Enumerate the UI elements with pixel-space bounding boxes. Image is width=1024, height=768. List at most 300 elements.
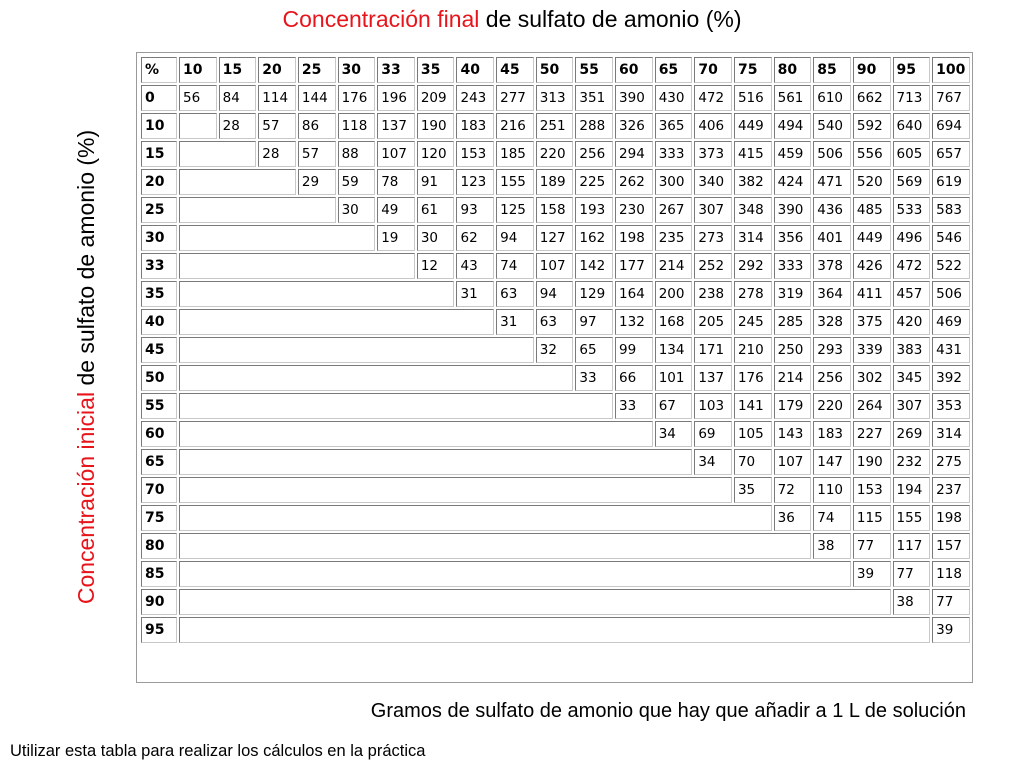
column-header: 60 — [615, 57, 653, 83]
table-cell: 694 — [932, 113, 970, 139]
table-cell: 469 — [932, 309, 970, 335]
table-cell: 220 — [536, 141, 574, 167]
table-row — [141, 253, 970, 279]
table-cell: 516 — [734, 85, 772, 111]
table-cell: 194 — [893, 477, 931, 503]
row-header: 40 — [141, 309, 177, 335]
table-cell: 74 — [813, 505, 851, 531]
table-cell: 610 — [813, 85, 851, 111]
column-header: 80 — [774, 57, 812, 83]
table-cell: 63 — [536, 309, 574, 335]
blank-cell — [179, 393, 613, 419]
table-row — [141, 113, 970, 139]
table-cell: 158 — [536, 197, 574, 223]
row-header: 30 — [141, 225, 177, 251]
table-cell: 243 — [456, 85, 494, 111]
table-cell: 144 — [298, 85, 336, 111]
table-cell: 373 — [694, 141, 732, 167]
row-header: 70 — [141, 477, 177, 503]
table-cell: 36 — [774, 505, 812, 531]
row-header: 45 — [141, 337, 177, 363]
table-cell: 77 — [893, 561, 931, 587]
table-cell: 120 — [417, 141, 455, 167]
table-cell: 189 — [536, 169, 574, 195]
table-cell: 57 — [258, 113, 296, 139]
table-cell: 426 — [853, 253, 891, 279]
table-cell: 365 — [655, 113, 693, 139]
table-cell: 142 — [575, 253, 613, 279]
table-cell: 288 — [575, 113, 613, 139]
table-cell: 569 — [893, 169, 931, 195]
blank-cell — [179, 141, 256, 167]
table-cell: 449 — [734, 113, 772, 139]
table-cell: 28 — [219, 113, 257, 139]
row-header: 25 — [141, 197, 177, 223]
row-axis-title-rest: de sulfato de amonio (%) — [73, 129, 99, 392]
table-cell: 155 — [893, 505, 931, 531]
blank-cell — [179, 505, 772, 531]
table-cell: 459 — [774, 141, 812, 167]
table-cell: 34 — [655, 421, 693, 447]
table-cell: 662 — [853, 85, 891, 111]
column-header: 95 — [893, 57, 931, 83]
column-header: 50 — [536, 57, 574, 83]
column-header: 15 — [219, 57, 257, 83]
row-header: 90 — [141, 589, 177, 615]
table-cell: 57 — [298, 141, 336, 167]
table-cell: 546 — [932, 225, 970, 251]
table-cell: 457 — [893, 281, 931, 307]
title-rest: de sulfato de amonio (%) — [479, 6, 742, 32]
table-cell: 561 — [774, 85, 812, 111]
table-cell: 449 — [853, 225, 891, 251]
column-header: 100 — [932, 57, 970, 83]
blank-cell — [179, 561, 851, 587]
table-cell: 56 — [179, 85, 217, 111]
table-cell: 176 — [734, 365, 772, 391]
table-cell: 245 — [734, 309, 772, 335]
table-cell: 345 — [893, 365, 931, 391]
table-cell: 209 — [417, 85, 455, 111]
table-row — [141, 365, 970, 391]
table-cell: 424 — [774, 169, 812, 195]
table-cell: 522 — [932, 253, 970, 279]
table-cell: 605 — [893, 141, 931, 167]
table-cell: 496 — [893, 225, 931, 251]
table-cell: 193 — [575, 197, 613, 223]
column-header: 30 — [338, 57, 376, 83]
table-cell: 415 — [734, 141, 772, 167]
blank-cell — [179, 421, 653, 447]
blank-cell — [179, 253, 415, 279]
table-cell: 137 — [694, 365, 732, 391]
blank-cell — [179, 533, 811, 559]
table-row — [141, 561, 970, 587]
column-header: 90 — [853, 57, 891, 83]
row-header: 20 — [141, 169, 177, 195]
table-cell: 62 — [456, 225, 494, 251]
column-header: 20 — [258, 57, 296, 83]
table-cell: 494 — [774, 113, 812, 139]
table-row — [141, 169, 970, 195]
table-cell: 155 — [496, 169, 534, 195]
column-header: 55 — [575, 57, 613, 83]
table-cell: 430 — [655, 85, 693, 111]
blank-cell — [179, 589, 891, 615]
table-cell: 134 — [655, 337, 693, 363]
table-cell: 307 — [694, 197, 732, 223]
table-row — [141, 85, 970, 111]
table-cell: 556 — [853, 141, 891, 167]
table-cell: 97 — [575, 309, 613, 335]
table-row — [141, 225, 970, 251]
table-cell: 69 — [694, 421, 732, 447]
table-cell: 107 — [774, 449, 812, 475]
table-cell: 300 — [655, 169, 693, 195]
table-cell: 147 — [813, 449, 851, 475]
table-cell: 72 — [774, 477, 812, 503]
column-header: 75 — [734, 57, 772, 83]
table-cell: 411 — [853, 281, 891, 307]
column-header: 45 — [496, 57, 534, 83]
table-frame — [136, 52, 973, 683]
table-cell: 401 — [813, 225, 851, 251]
table-cell: 200 — [655, 281, 693, 307]
table-cell: 216 — [496, 113, 534, 139]
table-cell: 269 — [893, 421, 931, 447]
table-cell: 105 — [734, 421, 772, 447]
table-cell: 378 — [813, 253, 851, 279]
table-cell: 88 — [338, 141, 376, 167]
table-row — [141, 337, 970, 363]
column-header: 65 — [655, 57, 693, 83]
table-cell: 250 — [774, 337, 812, 363]
column-header: 40 — [456, 57, 494, 83]
table-row — [141, 617, 970, 643]
table-cell: 30 — [417, 225, 455, 251]
table-cell: 125 — [496, 197, 534, 223]
table-cell: 77 — [932, 589, 970, 615]
table-cell: 162 — [575, 225, 613, 251]
table-cell: 506 — [813, 141, 851, 167]
table-cell: 77 — [853, 533, 891, 559]
table-cell: 65 — [575, 337, 613, 363]
table-cell: 333 — [774, 253, 812, 279]
table-cell: 328 — [813, 309, 851, 335]
table-cell: 19 — [377, 225, 415, 251]
table-cell: 107 — [536, 253, 574, 279]
blank-cell — [179, 281, 454, 307]
table-cell: 153 — [853, 477, 891, 503]
column-header: 33 — [377, 57, 415, 83]
table-cell: 472 — [694, 85, 732, 111]
ammonium-sulfate-table — [139, 55, 972, 645]
table-cell: 238 — [694, 281, 732, 307]
table-cell: 33 — [615, 393, 653, 419]
table-cell: 38 — [893, 589, 931, 615]
column-header: 70 — [694, 57, 732, 83]
table-cell: 183 — [813, 421, 851, 447]
table-row — [141, 421, 970, 447]
blank-cell — [179, 617, 930, 643]
table-cell: 70 — [734, 449, 772, 475]
row-header: 55 — [141, 393, 177, 419]
table-cell: 39 — [853, 561, 891, 587]
table-cell: 277 — [496, 85, 534, 111]
table-cell: 506 — [932, 281, 970, 307]
table-cell: 153 — [456, 141, 494, 167]
table-cell: 168 — [655, 309, 693, 335]
table-cell: 132 — [615, 309, 653, 335]
table-cell: 103 — [694, 393, 732, 419]
table-cell: 177 — [615, 253, 653, 279]
table-cell: 420 — [893, 309, 931, 335]
blank-cell — [179, 337, 534, 363]
table-row — [141, 589, 970, 615]
table-row — [141, 393, 970, 419]
table-cell: 220 — [813, 393, 851, 419]
table-cell: 237 — [932, 477, 970, 503]
table-cell: 157 — [932, 533, 970, 559]
row-header: 95 — [141, 617, 177, 643]
row-header: 15 — [141, 141, 177, 167]
table-cell: 273 — [694, 225, 732, 251]
table-row — [141, 281, 970, 307]
table-row — [141, 449, 970, 475]
row-header: 0 — [141, 85, 177, 111]
row-header: 35 — [141, 281, 177, 307]
table-cell: 74 — [496, 253, 534, 279]
table-row — [141, 505, 970, 531]
table-cell: 34 — [694, 449, 732, 475]
table-cell: 114 — [258, 85, 296, 111]
table-cell: 390 — [615, 85, 653, 111]
table-cell: 264 — [853, 393, 891, 419]
table-cell: 431 — [932, 337, 970, 363]
table-cell: 198 — [932, 505, 970, 531]
blank-cell — [179, 365, 573, 391]
table-row — [141, 197, 970, 223]
blank-cell — [179, 477, 732, 503]
table-cell: 63 — [496, 281, 534, 307]
table-cell: 123 — [456, 169, 494, 195]
table-cell: 314 — [932, 421, 970, 447]
column-header: 10 — [179, 57, 217, 83]
table-row — [141, 533, 970, 559]
table-cell: 292 — [734, 253, 772, 279]
table-cell: 49 — [377, 197, 415, 223]
table-cell: 314 — [734, 225, 772, 251]
table-cell: 179 — [774, 393, 812, 419]
table-cell: 183 — [456, 113, 494, 139]
table-cell: 356 — [774, 225, 812, 251]
table-cell: 84 — [219, 85, 257, 111]
row-header: 10 — [141, 113, 177, 139]
table-cell: 256 — [575, 141, 613, 167]
table-cell: 101 — [655, 365, 693, 391]
table-cell: 141 — [734, 393, 772, 419]
table-cell: 713 — [893, 85, 931, 111]
table-cell: 275 — [932, 449, 970, 475]
table-cell: 232 — [893, 449, 931, 475]
table-cell: 118 — [932, 561, 970, 587]
header-row — [141, 57, 970, 83]
table-cell: 185 — [496, 141, 534, 167]
table-cell: 32 — [536, 337, 574, 363]
table-cell: 348 — [734, 197, 772, 223]
table-cell: 293 — [813, 337, 851, 363]
table-cell: 61 — [417, 197, 455, 223]
row-axis-title — [71, 87, 101, 647]
blank-cell — [179, 169, 296, 195]
table-cell: 94 — [536, 281, 574, 307]
table-cell: 127 — [536, 225, 574, 251]
corner-cell: % — [141, 57, 177, 83]
table-caption: Gramos de sulfato de amonio que hay que añadir a 1 L de solución — [370, 700, 966, 722]
title-highlight: Concentración final — [282, 6, 480, 32]
table-cell: 110 — [813, 477, 851, 503]
blank-cell — [179, 225, 375, 251]
blank-cell — [179, 197, 336, 223]
row-header: 33 — [141, 253, 177, 279]
table-cell: 176 — [338, 85, 376, 111]
footer-note: Utilizar esta tabla para realizar los cálculos en la práctica — [10, 742, 426, 760]
table-cell: 294 — [615, 141, 653, 167]
table-cell: 262 — [615, 169, 653, 195]
table-cell: 364 — [813, 281, 851, 307]
blank-cell — [179, 449, 692, 475]
table-cell: 205 — [694, 309, 732, 335]
table-cell: 392 — [932, 365, 970, 391]
table-cell: 520 — [853, 169, 891, 195]
table-cell: 66 — [615, 365, 653, 391]
table-cell: 117 — [893, 533, 931, 559]
table-cell: 214 — [655, 253, 693, 279]
table-cell: 91 — [417, 169, 455, 195]
table-cell: 198 — [615, 225, 653, 251]
table-cell: 390 — [774, 197, 812, 223]
table-row — [141, 141, 970, 167]
table-cell: 267 — [655, 197, 693, 223]
table-cell: 339 — [853, 337, 891, 363]
table-cell: 307 — [893, 393, 931, 419]
table-cell: 227 — [853, 421, 891, 447]
table-cell: 340 — [694, 169, 732, 195]
table-cell: 196 — [377, 85, 415, 111]
blank-cell — [179, 309, 494, 335]
table-cell: 78 — [377, 169, 415, 195]
table-cell: 235 — [655, 225, 693, 251]
row-header: 85 — [141, 561, 177, 587]
table-cell: 485 — [853, 197, 891, 223]
table-cell: 59 — [338, 169, 376, 195]
table-cell: 94 — [496, 225, 534, 251]
table-cell: 30 — [338, 197, 376, 223]
table-cell: 33 — [575, 365, 613, 391]
row-header: 50 — [141, 365, 177, 391]
table-cell: 251 — [536, 113, 574, 139]
table-cell: 406 — [694, 113, 732, 139]
row-header: 65 — [141, 449, 177, 475]
table-cell: 302 — [853, 365, 891, 391]
table-cell: 583 — [932, 197, 970, 223]
table-cell: 278 — [734, 281, 772, 307]
table-cell: 640 — [893, 113, 931, 139]
table-cell: 171 — [694, 337, 732, 363]
table-cell: 93 — [456, 197, 494, 223]
table-cell: 12 — [417, 253, 455, 279]
table-cell: 39 — [932, 617, 970, 643]
column-header: 35 — [417, 57, 455, 83]
table-cell: 436 — [813, 197, 851, 223]
table-cell: 137 — [377, 113, 415, 139]
column-header: 85 — [813, 57, 851, 83]
table-cell: 767 — [932, 85, 970, 111]
table-cell: 86 — [298, 113, 336, 139]
table-cell: 99 — [615, 337, 653, 363]
table-cell: 285 — [774, 309, 812, 335]
table-title — [0, 4, 1024, 34]
table-cell: 28 — [258, 141, 296, 167]
table-row — [141, 309, 970, 335]
table-cell: 351 — [575, 85, 613, 111]
table-cell: 375 — [853, 309, 891, 335]
table-cell: 225 — [575, 169, 613, 195]
table-cell: 540 — [813, 113, 851, 139]
table-cell: 333 — [655, 141, 693, 167]
column-header: 25 — [298, 57, 336, 83]
table-cell — [179, 113, 217, 139]
table-cell: 118 — [338, 113, 376, 139]
table-cell: 313 — [536, 85, 574, 111]
table-cell: 115 — [853, 505, 891, 531]
table-cell: 107 — [377, 141, 415, 167]
table-cell: 190 — [853, 449, 891, 475]
table-cell: 129 — [575, 281, 613, 307]
table-cell: 592 — [853, 113, 891, 139]
table-cell: 383 — [893, 337, 931, 363]
table-cell: 31 — [456, 281, 494, 307]
row-header: 80 — [141, 533, 177, 559]
table-cell: 210 — [734, 337, 772, 363]
row-header: 60 — [141, 421, 177, 447]
table-cell: 657 — [932, 141, 970, 167]
table-cell: 353 — [932, 393, 970, 419]
table-cell: 35 — [734, 477, 772, 503]
table-cell: 471 — [813, 169, 851, 195]
table-cell: 164 — [615, 281, 653, 307]
row-axis-title-highlight: Concentración inicial — [73, 391, 99, 605]
table-cell: 252 — [694, 253, 732, 279]
table-cell: 43 — [456, 253, 494, 279]
table-cell: 533 — [893, 197, 931, 223]
table-cell: 319 — [774, 281, 812, 307]
table-cell: 326 — [615, 113, 653, 139]
table-cell: 230 — [615, 197, 653, 223]
table-cell: 67 — [655, 393, 693, 419]
table-cell: 382 — [734, 169, 772, 195]
table-cell: 256 — [813, 365, 851, 391]
row-header: 75 — [141, 505, 177, 531]
table-cell: 190 — [417, 113, 455, 139]
table-cell: 38 — [813, 533, 851, 559]
table-cell: 29 — [298, 169, 336, 195]
table-row — [141, 477, 970, 503]
table-cell: 619 — [932, 169, 970, 195]
table-cell: 214 — [774, 365, 812, 391]
table-cell: 31 — [496, 309, 534, 335]
table-cell: 143 — [774, 421, 812, 447]
